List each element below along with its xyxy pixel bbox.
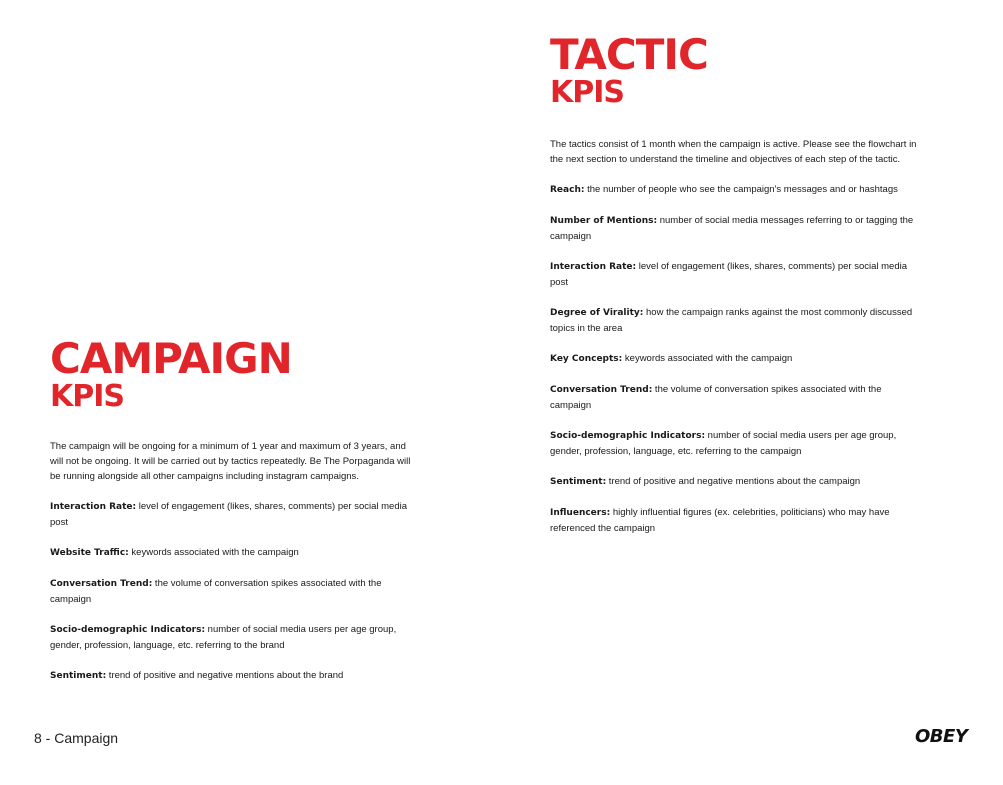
campaign-kpi-item [50, 499, 420, 530]
kpi-label: Conversation Trend: [50, 579, 153, 589]
tactic-kpi-item [550, 505, 920, 536]
kpi-label: Interaction Rate: [550, 262, 637, 272]
campaign-title: CAMPAIGN [50, 334, 292, 383]
kpi-text: number of social media users per age group, gender, profession, language, etc. referring to the brand [50, 624, 397, 651]
kpi-text: number of social media messages referring to or tagging the campaign [550, 215, 914, 242]
kpi-label: Conversation Trend: [550, 385, 653, 395]
campaign-subtitle: KPIS [50, 379, 125, 414]
kpi-label: Number of Mentions: [550, 216, 658, 226]
kpi-label: Reach: [550, 185, 585, 195]
kpi-label: Socio-demographic Indicators: [550, 431, 706, 441]
kpi-text: keywords associated with the campaign [622, 353, 793, 364]
tactic-kpi-item [550, 428, 920, 459]
kpi-text: number of social media users per age group, gender, profession, language, etc. referring to the campaign [550, 430, 897, 457]
tactic-title: TACTIC [550, 30, 708, 79]
campaign-kpi-item [50, 622, 420, 653]
kpi-text: level of engagement (likes, shares, comments) per social media post [550, 261, 908, 288]
kpi-label: Sentiment: [550, 477, 607, 487]
tactic-kpi-item [550, 182, 920, 198]
kpi-text: the volume of conversation spikes associated with the campaign [50, 578, 382, 605]
campaign-body [50, 439, 420, 699]
kpi-text: level of engagement (likes, shares, comments) per social media post [50, 501, 408, 528]
tactic-kpi-item [550, 351, 920, 367]
kpi-text: highly influential figures (ex. celebrities, politicians) who may have referenced the campaign [550, 507, 890, 534]
kpi-text: the volume of conversation spikes associated with the campaign [550, 384, 882, 411]
kpi-label: Socio-demographic Indicators: [50, 625, 206, 635]
tactic-heading [550, 30, 708, 110]
kpi-text: keywords associated with the campaign [128, 547, 299, 558]
tactic-kpi-item [550, 213, 920, 244]
kpi-text: trend of positive and negative mentions about the brand [106, 670, 344, 681]
page-number-label: 8 - Campaign [34, 730, 119, 746]
obey-logo: OBEY [915, 726, 968, 747]
kpi-text: how the campaign ranks against the most commonly discussed topics in the area [550, 307, 913, 334]
campaign-heading [50, 334, 292, 414]
tactic-kpi-item [550, 259, 920, 290]
campaign-kpi-item [50, 545, 420, 561]
tactic-subtitle: KPIS [550, 75, 625, 110]
kpi-text: trend of positive and negative mentions about the campaign [606, 476, 861, 487]
tactic-body [550, 137, 920, 551]
kpi-text: the number of people who see the campaign's messages and or hashtags [584, 184, 898, 195]
tactic-intro: The tactics consist of 1 month when the campaign is active. Please see the flowchart in the next section to understand the timeline and objectives of each step of the tactic. [550, 139, 917, 165]
tactic-kpi-item [550, 474, 920, 490]
kpi-label: Influencers: [550, 508, 611, 518]
tactic-kpi-item [550, 305, 920, 336]
campaign-intro: The campaign will be ongoing for a minimum of 1 year and maximum of 3 years, and will not be ongoing. It will be carried out by tactics repeatedly. Be The Porpaganda will be running alongside all other campaigns including instagram campaigns. [50, 441, 411, 482]
campaign-kpi-item [50, 668, 420, 684]
kpi-label: Key Concepts: [550, 354, 623, 364]
kpi-label: Website Traffic: [50, 548, 129, 558]
kpi-label: Degree of Virality: [550, 308, 644, 318]
campaign-kpi-item [50, 576, 420, 607]
tactic-kpi-item [550, 382, 920, 413]
kpi-label: Sentiment: [50, 671, 107, 681]
kpi-label: Interaction Rate: [50, 502, 137, 512]
